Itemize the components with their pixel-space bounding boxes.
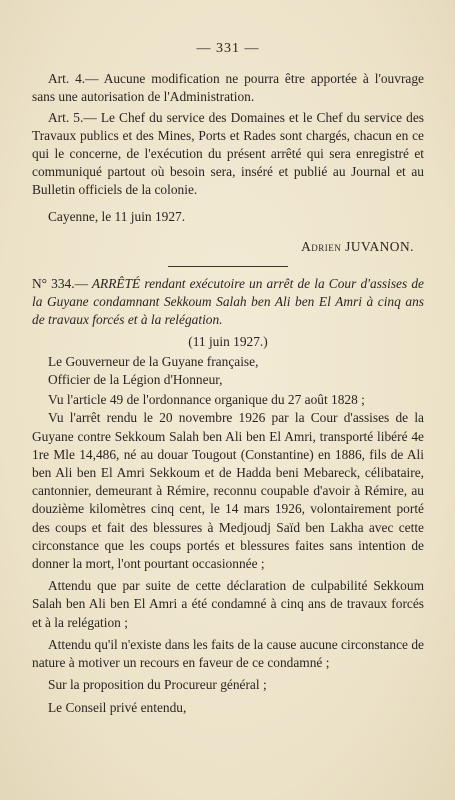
article-5: Art. 5.— Le Chef du service des Domaines et le Chef du service des Travaux publics et des Mines, Ports et Rades sont chargés, chacun en ce qui le concerne, de l'exécution du présent arrêté qui sera enregistré et communiqué partout où besoin sera, inséré et publié au Journal et au Bulletin officiels de la colonie. xyxy=(32,109,424,198)
proposition-line: Sur la proposition du Procureur général ; xyxy=(48,677,267,693)
attendu-recours: Attendu qu'il n'existe dans les faits de la cause aucune circonstance de nature à motiver un recours en faveur de ce condamné ; xyxy=(32,636,424,671)
separator-rule xyxy=(168,266,288,267)
conseil-line: Le Conseil privé entendu, xyxy=(48,699,187,715)
article-4: Art. 4.— Aucune modification ne pourra être apportée à l'ouvrage sans une autorisation de l'Administration. xyxy=(32,71,424,105)
signature: Adrien JUVANON. xyxy=(301,238,414,254)
governor-line: Le Gouverneur de la Guyane française, xyxy=(48,353,259,369)
decree-date: (11 juin 1927.) xyxy=(188,333,268,349)
decree-number: N° 334.— xyxy=(32,276,88,292)
decree-heading xyxy=(32,275,424,330)
decree-title: ARRÊTÉ rendant exécutoire un arrêt de la Cour d'assises de la Guyane condamnant Sekkoum Salah ben Ali ben El Amri à cinq ans de travaux forcés et à la relégation. xyxy=(32,276,424,328)
officer-line: Officier de la Légion d'Honneur, xyxy=(48,372,223,388)
vu-article: Vu l'article 49 de l'ordonnance organique du 27 août 1828 ; xyxy=(48,392,365,408)
attendu-culpabilite: Attendu que par suite de cette déclaration de culpabilité Sekkoum Salah ben Ali ben El Amri a été condamné à cinq ans de travaux forcés et à la relégation ; xyxy=(32,578,424,630)
page-content xyxy=(32,40,424,717)
place-date: Cayenne, le 11 juin 1927. xyxy=(48,208,186,224)
page-number: — 331 — xyxy=(196,41,260,56)
vu-arret: Vu l'arrêt rendu le 20 novembre 1926 par la Cour d'assises de la Guyane contre Sekkoum Salah ben Ali ben El Amri, transporté libéré 4e 1re Mle 14,486, né au douar Tougout (Constantine) en 1886, fils de Ali ben Ali ben El Amri Sekkoum et de Hadda beni Mebareck, célibataire, cantonnier, demeurant à Rémire, reconnu coupable d'avoir à Rémire, au douzième kilomètres cinq cent, le 14 mars 1926, volontairement porté des coups et fait des blessures à Medjoudj Saïd ben Lakha avec cette circonstance que les coups portés et blessures faites sans intention de donner la mort, l'ont pourtant occasionnée ; xyxy=(32,410,424,572)
